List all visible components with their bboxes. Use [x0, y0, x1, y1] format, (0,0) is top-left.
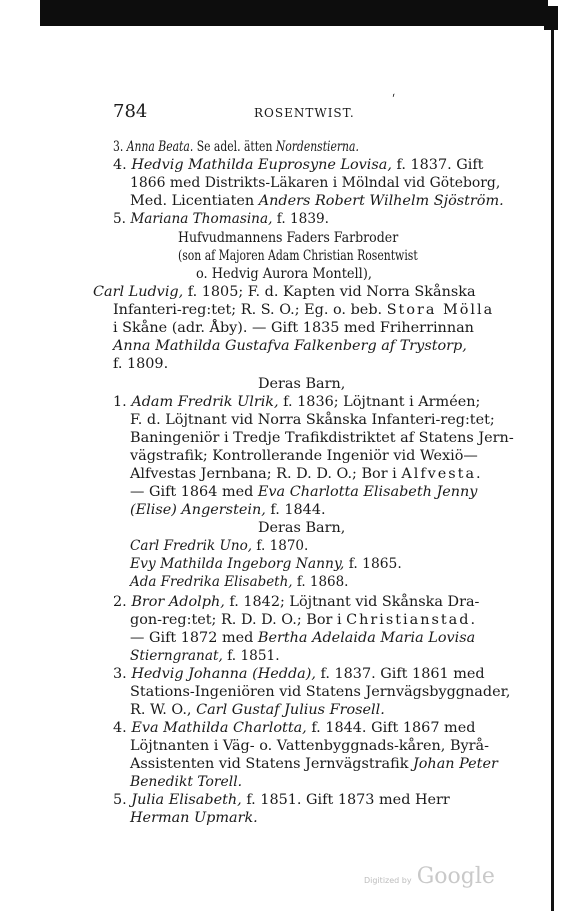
text-line	[130, 573, 348, 591]
text-run: Evy Mathilda Ingeborg Nanny,	[130, 556, 345, 572]
text-run: Eva Mathilda Charlotta,	[131, 720, 307, 736]
text-line	[113, 210, 329, 228]
text-run: 4.	[113, 720, 132, 736]
text-run: 1.	[113, 394, 132, 410]
text-run: Julia Elisabeth,	[131, 792, 242, 808]
text-line	[130, 501, 326, 519]
text-run: f. 1870.	[252, 538, 309, 554]
text-run: 4.	[113, 157, 132, 173]
text-run: Hufvudmannens Faders Farbroder	[178, 230, 399, 246]
text-line	[113, 355, 168, 373]
text-line	[113, 665, 485, 683]
text-run: Anna Mathilda Gustafva Falkenberg af Trystorp,	[113, 338, 467, 354]
text-line	[93, 283, 476, 301]
text-line	[113, 337, 467, 355]
text-line	[130, 809, 258, 827]
text-run: Bertha Adelaida Maria Lovisa	[257, 630, 476, 646]
text-run: vägstrafik; Kontrollerande Ingeniör vid Wexiö—	[130, 448, 478, 464]
text-run: 1866 med Distrikts-Läkaren i Mölndal vid Göteborg,	[130, 175, 501, 191]
text-run: Carl Ludvig,	[93, 284, 184, 300]
text-line	[130, 174, 500, 192]
text-run: f. 1844. Gift 1867 med	[306, 720, 476, 736]
running-head: ROSENTWIST.	[254, 106, 355, 120]
text-run: f. 1851. Gift 1873 med Herr	[241, 792, 450, 808]
text-run: f. 1842; Löjtnant vid Skånska Dra-	[224, 594, 480, 610]
text-line	[130, 411, 495, 429]
text-line	[130, 465, 483, 483]
text-line	[130, 483, 477, 501]
watermark-digitized-by: Digitized by	[364, 876, 412, 885]
text-run: Anna Beata.	[126, 139, 194, 155]
text-line	[113, 138, 359, 156]
text-run: Stations-Ingeniören vid Statens Jernvägsbyggnader,	[130, 684, 511, 700]
text-run: 3.	[113, 666, 132, 682]
text-line	[130, 537, 308, 555]
text-run: f. 1865.	[344, 556, 402, 572]
text-line	[130, 629, 475, 647]
text-run: Löjtnanten i Väg- o. Vattenbyggnads-kåren, Byrå-	[130, 738, 489, 754]
text-run: Alfvesta.	[401, 466, 483, 482]
scan-border-right	[551, 30, 554, 911]
text-run: f. 1837. Gift	[391, 157, 484, 173]
ink-mark: ˊ	[388, 92, 403, 110]
text-run: f. 1809.	[113, 356, 169, 372]
text-run: Carl Fredrik Uno,	[130, 538, 253, 554]
text-line	[130, 647, 280, 665]
text-line	[113, 319, 474, 337]
text-run: 2.	[113, 594, 132, 610]
text-run: f. 1844.	[265, 502, 326, 518]
text-run: — Gift 1864 med	[130, 484, 258, 500]
text-line	[130, 447, 478, 465]
text-run: Eva Charlotta Elisabeth Jenny	[257, 484, 478, 500]
text-run: — Gift 1872 med	[130, 630, 258, 646]
text-run: Alfvestas Jernbana; R. D. D. O.; Bor i	[130, 466, 402, 482]
text-run: f. 1836; Löjtnant i Arméen;	[278, 394, 481, 410]
text-run: Stora Mölla	[386, 302, 495, 318]
text-run: f. 1805; F. d. Kapten vid Norra Skånska	[183, 284, 476, 300]
scan-edge-tab	[544, 6, 558, 30]
text-line	[113, 393, 480, 411]
text-line	[196, 265, 372, 283]
page-number: 784	[113, 101, 148, 122]
text-line	[113, 301, 494, 319]
text-run: Benedikt Torell.	[130, 774, 243, 790]
text-line	[113, 719, 475, 737]
text-run: Hedvig Johanna (Hedda),	[131, 666, 316, 682]
text-run: Herman Upmark.	[130, 810, 258, 826]
text-line	[113, 593, 479, 611]
text-line	[130, 611, 477, 629]
text-line	[178, 247, 418, 265]
text-run: R. W. O.,	[130, 702, 197, 718]
text-run: Bror Adolph,	[131, 594, 225, 610]
text-run: f. 1839.	[272, 211, 330, 227]
text-run: Mariana Thomasina,	[130, 211, 273, 227]
watermark-google-logo: Google	[416, 864, 495, 889]
text-run: Ada Fredrika Elisabeth,	[130, 574, 293, 590]
text-line	[258, 519, 345, 537]
text-run: Johan Peter	[413, 756, 498, 772]
text-run: Adam Fredrik Ulrik,	[131, 394, 279, 410]
text-line	[130, 737, 489, 755]
text-run: Deras Barn,	[258, 376, 346, 392]
text-line	[130, 555, 402, 573]
text-run: Baningeniör i Tredje Trafikdistriktet af Statens Jern-	[130, 430, 514, 446]
text-run: Deras Barn,	[258, 520, 346, 536]
text-run: Anders Robert Wilhelm Sjöström.	[258, 193, 504, 209]
text-run: Hedvig Mathilda Euprosyne Lovisa,	[131, 157, 392, 173]
text-line	[130, 192, 504, 210]
text-run: gon-reg:tet; R. D. D. O.; Bor i	[130, 612, 347, 628]
google-watermark	[364, 864, 495, 889]
text-run: Med. Licentiaten	[130, 193, 259, 209]
text-run: Se adel. ätten	[193, 139, 276, 155]
scan-border-top	[40, 0, 548, 26]
text-line	[113, 156, 483, 174]
text-line	[130, 683, 510, 701]
text-run: Stierngranat,	[130, 648, 223, 664]
text-run: f. 1851.	[222, 648, 280, 664]
text-line	[178, 229, 398, 247]
text-run: Assistenten vid Statens Jernvägstrafik	[130, 756, 413, 772]
text-line	[258, 375, 345, 393]
text-line	[113, 791, 450, 809]
text-run: (son af Majoren Adam Christian Rosentwist	[178, 248, 418, 264]
text-line	[130, 755, 498, 773]
text-run: 5.	[113, 211, 131, 227]
text-run: o. Hedvig Aurora Montell),	[196, 266, 372, 282]
text-run: Nordenstierna.	[275, 139, 359, 155]
text-run: 5.	[113, 792, 132, 808]
text-run: Carl Gustaf Julius Frosell.	[196, 702, 385, 718]
text-line	[130, 701, 385, 719]
text-line	[130, 773, 242, 791]
text-run: Christianstad.	[346, 612, 478, 628]
text-run: f. 1868.	[292, 574, 349, 590]
text-run: F. d. Löjtnant vid Norra Skånska Infanteri-reg:tet;	[130, 412, 495, 428]
text-run: Infanteri-reg:tet; R. S. O.; Eg. o. beb.	[113, 302, 387, 318]
text-line	[130, 429, 514, 447]
text-run: (Elise) Angerstein,	[130, 502, 266, 518]
text-run: f. 1837. Gift 1861 med	[315, 666, 485, 682]
text-run: i Skåne (adr. Åby). — Gift 1835 med Friherrinnan	[113, 320, 474, 336]
text-run: 3.	[113, 139, 127, 155]
